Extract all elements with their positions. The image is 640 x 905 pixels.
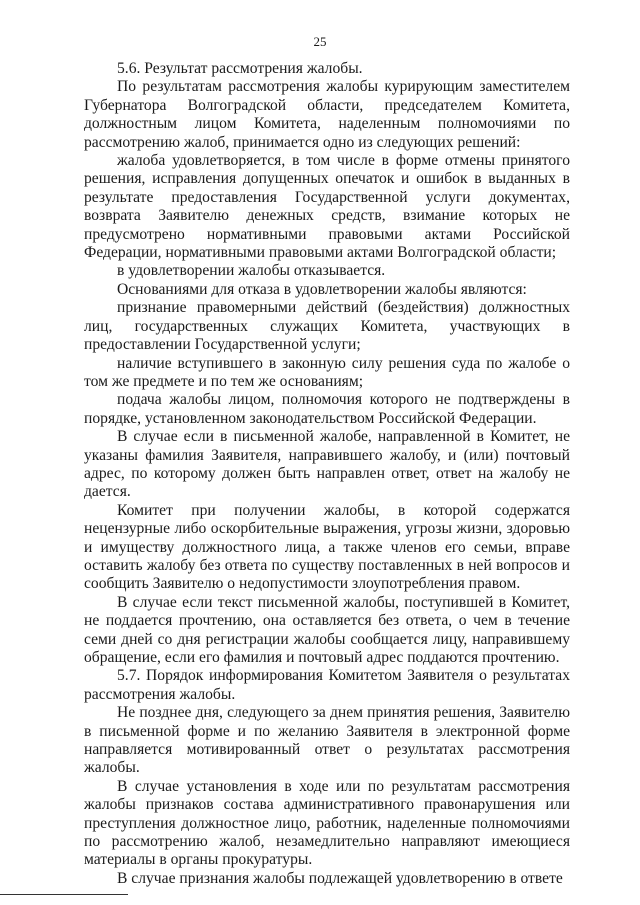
section-heading-5-6: 5.6. Результат рассмотрения жалобы. xyxy=(117,60,363,77)
paragraph: Основаниями для отказа в удовлетворении жалобы являются: xyxy=(117,280,527,298)
paragraph: признание правомерными действий (бездействия) должностных лиц, государственных служащих Комитета, участвующих в предоставлении Государственной услуги; xyxy=(84,299,570,354)
section-heading-5-7: 5.7. Порядок информирования Комитетом Заявителя о результатах рассмотрения жалобы. xyxy=(84,667,570,703)
document-body xyxy=(84,60,570,888)
paragraph: В случае установления в ходе или по результатам рассмотрения жалобы признаков состава административного правонарушения или преступления должностное лицо, работник, наделенные полномочиями по рассмотрению жалоб, незамедлительно направляют имеющиеся материалы в органы прокуратуры. xyxy=(84,777,570,869)
page-number: 25 xyxy=(313,34,327,49)
paragraph: в удовлетворении жалобы отказывается. xyxy=(117,262,386,280)
paragraph: Комитет при получении жалобы, в которой содержатся нецензурные либо оскорбительные выражения, угрозы жизни, здоровью и имуществу должностного лица, а также членов его семьи, вправе оставить жалобу без ответа по существу поставленных в ней вопросов и сообщить Заявителю о недопустимости злоупотребления правом. xyxy=(84,501,570,593)
paragraph: жалоба удовлетворяется, в том числе в форме отмены принятого решения, исправления допущенных опечаток и ошибок в выданных в результате предоставления Государственной услуги документах, возврата Заявителю денежных средств, взимание которых не предусмотрено нормативными правовыми актами Российской Федерации, нормативными правовыми актами Волгоградской области; xyxy=(84,152,570,262)
paragraph: По результатам рассмотрения жалобы курирующим заместителем Губернатора Волгоградской области, председателем Комитета, должностным лицом Комитета, наделенным полномочиями по рассмотрению жалоб, принимается одно из следующих решений: xyxy=(84,78,570,151)
paragraph: В случае признания жалобы подлежащей удовлетворению в ответе xyxy=(117,869,563,887)
paragraph: В случае если в письменной жалобе, направленной в Комитет, не указаны фамилия Заявителя, направившего жалобу, и (или) почтовый адрес, по которому должен быть направлен ответ, ответ на жалобу не дается. xyxy=(84,428,570,501)
footnote-divider xyxy=(0,894,128,895)
paragraph: подача жалобы лицом, полномочия которого не подтверждены в порядке, установленном законодательством Российской Федерации. xyxy=(84,391,570,427)
paragraph: наличие вступившего в законную силу решения суда по жалобе о том же предмете и по тем же основаниям; xyxy=(84,354,570,390)
paragraph: Не позднее дня, следующего за днем принятия решения, Заявителю в письменной форме и по желанию Заявителя в электронной форме направляется мотивированный ответ о результатах рассмотрения жалобы. xyxy=(84,704,570,777)
paragraph: В случае если текст письменной жалобы, поступившей в Комитет, не поддается прочтению, она оставляется без ответа, о чем в течение семи дней со дня регистрации жалобы сообщается лицу, направившему обращение, если его фамилия и почтовый адрес поддаются прочтению. xyxy=(84,593,570,666)
